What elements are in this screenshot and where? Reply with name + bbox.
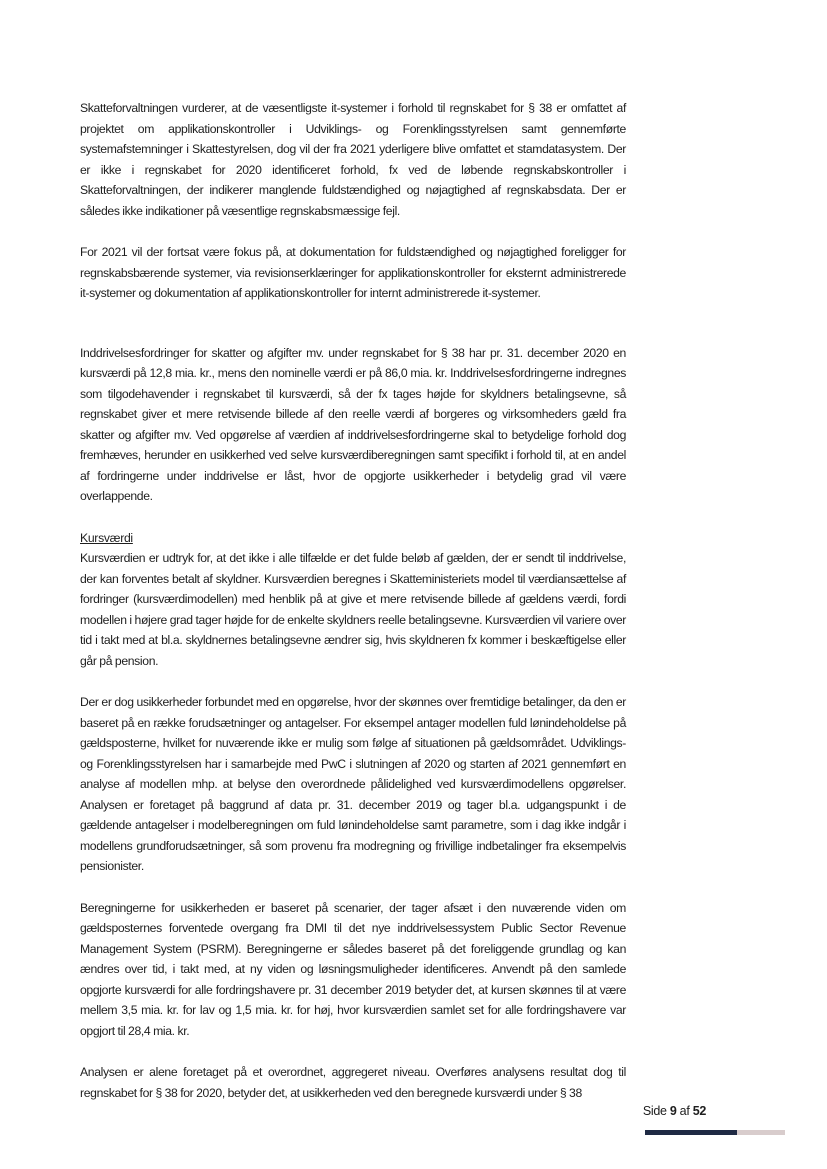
paragraph-it-systems: Skatteforvaltningen vurderer, at de væsentligste it-systemer i forhold til regnskabet for § 38 er omfattet af projektet om applikationskontroller i Udviklings- og Forenklingsstyrelsen samt gennemførte systemafstemninger i Skattestyrelsen, dog vil der fra 2021 yderligere blive omfattet et stamdatasystem. Der er ikke i regnskabet for 2020 identificeret forhold, fx ved de løbende regnskabskontroller i Skatteforvaltningen, der indikerer manglende fuldstændighed og nøjagtighed af regnskabsdata. Der er således ikke indikationer på væsentlige regnskabsmæssige fejl.	[80, 101, 626, 218]
footer-bar-dark	[645, 1130, 737, 1135]
page-total: 52	[692, 1104, 706, 1118]
paragraph-2021-focus: For 2021 vil der fortsat være fokus på, at dokumentation for fuldstændighed og nøjagtighed foreligger for regnskabsbærende systemer, via revisionserklæringer for applikationskontroller for eksternt administrerede it-systemer og dokumentation af applikationskontroller for internt administrerede it-systemer.	[80, 245, 626, 300]
section-heading-kursvaerdi: Kursværdi	[80, 530, 133, 545]
paragraph-analysen: Analysen er alene foretaget på et overordnet, aggregeret niveau. Overføres analysens resultat dog til regnskabet for § 38 for 2020, betyder det, at usikkerheden ved den beregnede kursværdi under § 38	[80, 1065, 626, 1100]
paragraph-inddrivelsesfordringer: Inddrivelsesfordringer for skatter og afgifter mv. under regnskabet for § 38 har pr. 31. december 2020 en kursværdi på 12,8 mia. kr., mens den nominelle værdi er på 86,0 mia. kr. Inddrivelsesfordringerne indregnes som tilgodehavender i regnskabet til kursværdi, så der fx tages højde for skyldners betalingsevne, så regnskabet giver et mere retvisende billede af den reelle værdi af borgeres og virksomheders gæld fra skatter og afgifter mv. Ved opgørelse af værdien af inddrivelsesfordringerne skal to betydelige forhold dog fremhæves, herunder en usikkerhed ved selve kursværdiberegningen samt specifikt i forhold til, at en andel af fordringerne under inddrivelse er låst, hvor de opgjorte usikkerheder i betydelig grad vil være overlappende.	[80, 345, 626, 503]
footer-bar-light	[737, 1130, 785, 1135]
paragraph-beregningerne: Beregningerne for usikkerheden er baseret på scenarier, der tager afsæt i den nuværende viden om gældsposternes forventede overgang fra DMI til det nye inddrivelsessystem Public Sector Revenue Management System (PSRM). Beregningerne er således baseret på det foreliggende grundlag og kan ændres over tid, i takt med, at ny viden og løsningsmuligheder identificeres. Anvendt på den samlede opgjorte kursværdi for alle fordringshavere pr. 31 december 2019 betyder det, at kursen skønnes til at være mellem 3,5 mia. kr. for lav og 1,5 mia. kr. for høj, hvor kursværdien samlet set for alle fordringshavere var opgjort til 28,4 mia. kr.	[80, 900, 626, 1038]
paragraph-kursvaerdi: Kursværdien er udtryk for, at det ikke i alle tilfælde er det fulde beløb af gælden, der er sendt til inddrivelse, der kan forventes betalt af skyldner. Kursværdien beregnes i Skatteministeriets model til værdiansættelse af fordringer (kursværdimodellen) med henblik på at give et mere retvisende billede af gældens værdi, fordi modellen i højere grad tager højde for de enkelte skyldners reelle betalingsevne. Kursværdien vil variere over tid i takt med at bl.a. skyldnernes betalingsevne ændrer sig, hvis skyldneren fx kommer i beskæftigelse eller går på pension.	[80, 551, 626, 668]
footer-decoration-bars	[645, 1130, 785, 1135]
page-current: 9	[669, 1104, 677, 1118]
page-side-label: Side	[642, 1104, 667, 1118]
page-body	[80, 98, 626, 1103]
page-of-label: af	[679, 1104, 690, 1118]
paragraph-usikkerheder: Der er dog usikkerheder forbundet med en opgørelse, hvor der skønnes over fremtidige betalinger, da den er baseret på en række forudsætninger og antagelser. For eksempel antager modellen fuld lønindeholdelse på gældsposterne, hvilket for nuværende ikke er mulig som følge af situationen på gældsområdet. Udviklings- og Forenklingsstyrelsen har i samarbejde med PwC i slutningen af 2020 og starten af 2021 gennemført en analyse af modellen mhp. at belyse den overordnede pålidelighed ved kursværdimodellens opgørelser. Analysen er foretaget på baggrund af data pr. 31. december 2019 og tager bl.a. udgangspunkt i de gældende antagelser i modelberegningen om fuld lønindeholdelse samt parametre, som i dag ikke indgår i modellens grundforudsætninger, så som provenu fra modregning og frivillige indbetalinger fra eksempelvis pensionister.	[80, 695, 626, 873]
page-number	[643, 1104, 706, 1118]
